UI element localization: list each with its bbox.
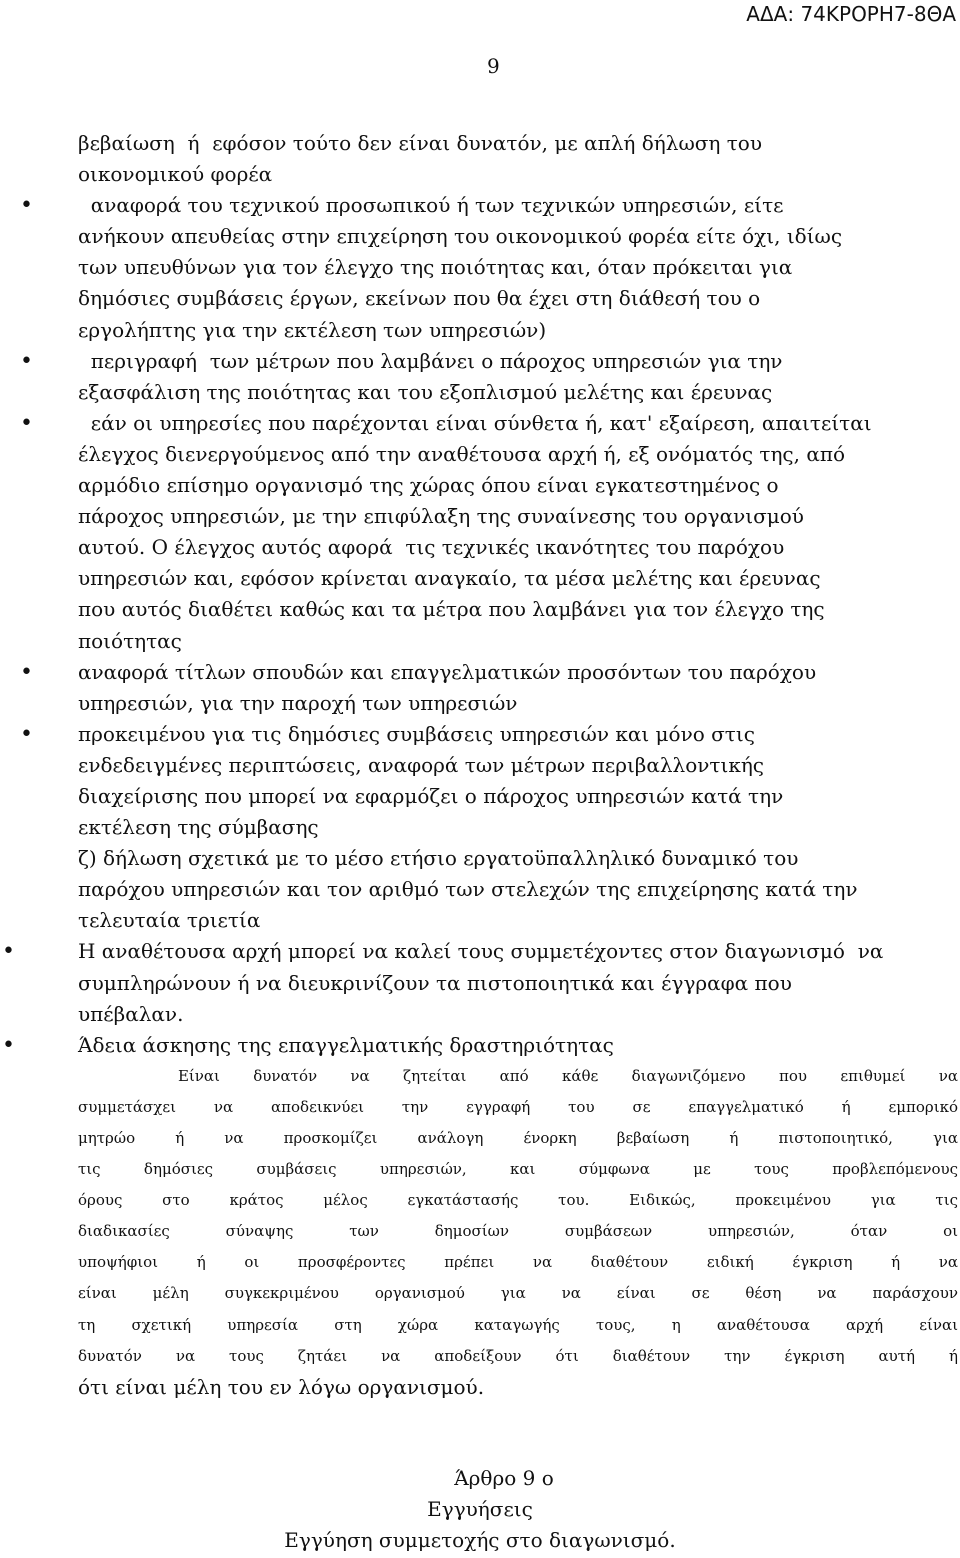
line-text: ζ) δήλωση σχετικά με το μέσο ετήσιο εργατοϋπαλληλικό δυναμικό του — [78, 846, 799, 871]
line-text: οικονομικού φορέα — [78, 162, 273, 187]
text-line — [78, 594, 958, 625]
text-line — [78, 501, 958, 532]
line-text: συμπληρώνουν ή να διευκρινίζουν τα πιστοποιητικά και έγγραφα που — [78, 970, 792, 995]
line-text: των υπευθύνων για τον έλεγχο της ποιότητας και, όταν πρόκειται για — [78, 255, 793, 280]
text-line — [20, 408, 958, 439]
line-text: αναφορά του τεχνικού προσωπικού ή των τεχνικών υπηρεσιών, είτε — [78, 193, 784, 218]
line-text: υπηρεσιών και, εφόσον κρίνεται αναγκαίο, τα μέσα μελέτης και έρευνας — [78, 566, 821, 591]
text-line — [20, 190, 958, 221]
text-line — [20, 657, 958, 688]
text-line — [78, 470, 958, 501]
line-text: εκτέλεση της σύμβασης — [78, 815, 319, 840]
line-text: Άδεια άσκησης της επαγγελματικής δραστηριότητας — [78, 1032, 614, 1057]
text-line — [78, 781, 958, 812]
line-text: συμμετάσχει να αποδεικνύει την εγγραφή του σε επαγγελματικό ή εμπορικό — [78, 1097, 958, 1116]
line-text: υπέβαλαν. — [78, 1001, 184, 1026]
line-text: προκειμένου για τις δημόσιες συμβάσεις υπηρεσιών και μόνο στις — [78, 721, 755, 746]
article-heading: Άρθρο 9 ο — [454, 1466, 554, 1490]
article-subheading: Εγγυήσεις — [427, 1497, 533, 1521]
text-line — [78, 159, 958, 190]
text-line — [78, 843, 958, 874]
text-line — [78, 1247, 958, 1278]
text-line — [20, 346, 958, 377]
text-line — [20, 719, 958, 750]
section-title: Εγγύηση συμμετοχής στο διαγωνισμό. — [284, 1528, 676, 1552]
text-line — [78, 1154, 958, 1185]
line-text: Είναι δυνατόν να ζητείται από κάθε διαγωνιζόμενο που επιθυμεί να — [78, 1066, 958, 1085]
line-text: τις δημόσιες συμβάσεις υπηρεσιών, και σύμφωνα με τους προβλεπόμενους — [78, 1160, 958, 1179]
line-text: μητρώο ή να προσκομίζει ανάλογη ένορκη βεβαίωση ή πιστοποιητικό, για — [78, 1129, 958, 1147]
line-text: εργολήπτης για την εκτέλεση των υπηρεσιών) — [78, 317, 547, 342]
text-line — [2, 1030, 958, 1061]
line-text: αναφορά τίτλων σπουδών και επαγγελματικών προσόντων του παρόχου — [78, 659, 817, 684]
line-text: δημόσιες συμβάσεις έργων, εκείνων που θα έχει στη διάθεσή του ο — [78, 286, 761, 311]
text-line — [78, 563, 958, 594]
line-text: δυνατόν να τους ζητάει να αποδείξουν ότι διαθέτουν την έγκριση αυτή ή — [78, 1346, 958, 1365]
text-line — [78, 1185, 958, 1216]
text-line — [78, 532, 958, 563]
document-body — [2, 128, 958, 1403]
ada-code: ΑΔΑ: 74ΚΡΟΡΗ7-8ΘΑ — [746, 2, 956, 26]
line-text: υπηρεσιών, για την παροχή των υπηρεσιών — [78, 690, 518, 715]
text-line — [78, 128, 958, 159]
page-number: 9 — [487, 54, 500, 78]
line-text: ανήκουν απευθείας στην επιχείρηση του οικονομικού φορέα είτε όχι, ιδίως — [78, 224, 843, 249]
text-line — [78, 688, 958, 719]
text-line — [78, 1216, 958, 1247]
text-line — [78, 221, 958, 252]
text-line — [78, 626, 958, 657]
line-text: όρους στο κράτος μέλος εγκατάστασής του. Ειδικώς, προκειμένου για τις — [78, 1191, 958, 1210]
text-line — [78, 252, 958, 283]
line-text: ότι είναι μέλη του εν λόγω οργανισμού. — [78, 1374, 485, 1399]
text-line — [78, 283, 958, 314]
line-text: έλεγχος διενεργούμενος από την αναθέτουσα αρχή ή, εξ ονόματός της, από — [78, 441, 846, 466]
text-line — [78, 812, 958, 843]
line-text: τελευταία τριετία — [78, 908, 261, 933]
text-line — [78, 999, 958, 1030]
line-text: βεβαίωση ή εφόσον τούτο δεν είναι δυνατόν, με απλή δήλωση του — [78, 131, 763, 155]
line-text: διαδικασίες σύναψης των δημοσίων συμβάσεων υπηρεσιών, όταν οι — [78, 1222, 958, 1241]
line-text: υποψήφιοι ή οι προσφέροντες πρέπει να διαθέτουν ειδική έγκριση ή να — [78, 1253, 958, 1272]
line-text: τη σχετική υπηρεσία στη χώρα καταγωγής τους, η αναθέτουσα αρχή είναι — [78, 1315, 958, 1334]
line-text: αυτού. Ο έλεγχος αυτός αφορά τις τεχνικές ικανότητες του παρόχου — [78, 535, 785, 560]
bullet-icon: • — [20, 659, 33, 685]
text-line — [78, 1310, 958, 1341]
text-line — [78, 377, 958, 408]
bullet-icon: • — [20, 721, 33, 747]
text-line — [78, 750, 958, 781]
text-line — [78, 1123, 958, 1154]
text-line — [78, 874, 958, 905]
bullet-icon: • — [20, 348, 33, 374]
line-text: διαχείρισης που μπορεί να εφαρμόζει ο πάροχος υπηρεσιών κατά την — [78, 783, 784, 808]
line-text: παρόχου υπηρεσιών και τον αριθμό των στελεχών της επιχείρησης κατά την — [78, 877, 858, 902]
text-line — [78, 439, 958, 470]
line-text: είναι μέλη συγκεκριμένου οργανισμού για να είναι σε θέση να παράσχουν — [78, 1284, 958, 1303]
text-line — [78, 968, 958, 999]
line-text: Η αναθέτουσα αρχή μπορεί να καλεί τους συμμετέχοντες στον διαγωνισμό να — [78, 939, 884, 964]
line-text: ποιότητας — [78, 628, 182, 653]
bullet-icon: • — [2, 1032, 15, 1058]
text-line — [78, 1372, 958, 1403]
line-text: εξασφάλιση της ποιότητας και του εξοπλισμού μελέτης και έρευνας — [78, 379, 773, 404]
text-line — [78, 1341, 958, 1372]
text-line — [2, 936, 958, 967]
text-line — [78, 1278, 958, 1309]
bullet-icon: • — [20, 410, 33, 436]
line-text: πάροχος υπηρεσιών, με την επιφύλαξη της συναίνεσης του οργανισμού — [78, 504, 804, 529]
text-line — [78, 905, 958, 936]
line-text: αρμόδιο επίσημο οργανισμό της χώρας όπου είναι εγκατεστημένος ο — [78, 473, 779, 498]
text-line — [78, 1061, 958, 1092]
text-line — [78, 1092, 958, 1123]
text-line — [78, 315, 958, 346]
bullet-icon: • — [20, 193, 33, 219]
line-text: περιγραφή των μέτρων που λαμβάνει ο πάροχος υπηρεσιών για την — [78, 348, 783, 373]
bullet-icon: • — [2, 939, 15, 965]
line-text: ενδεδειγμένες περιπτώσεις, αναφορά των μέτρων περιβαλλοντικής — [78, 752, 764, 777]
line-text: που αυτός διαθέτει καθώς και τα μέτρα που λαμβάνει για τον έλεγχο της — [78, 597, 825, 622]
line-text: εάν οι υπηρεσίες που παρέχονται είναι σύνθετα ή, κατ' εξαίρεση, απαιτείται — [78, 410, 872, 435]
